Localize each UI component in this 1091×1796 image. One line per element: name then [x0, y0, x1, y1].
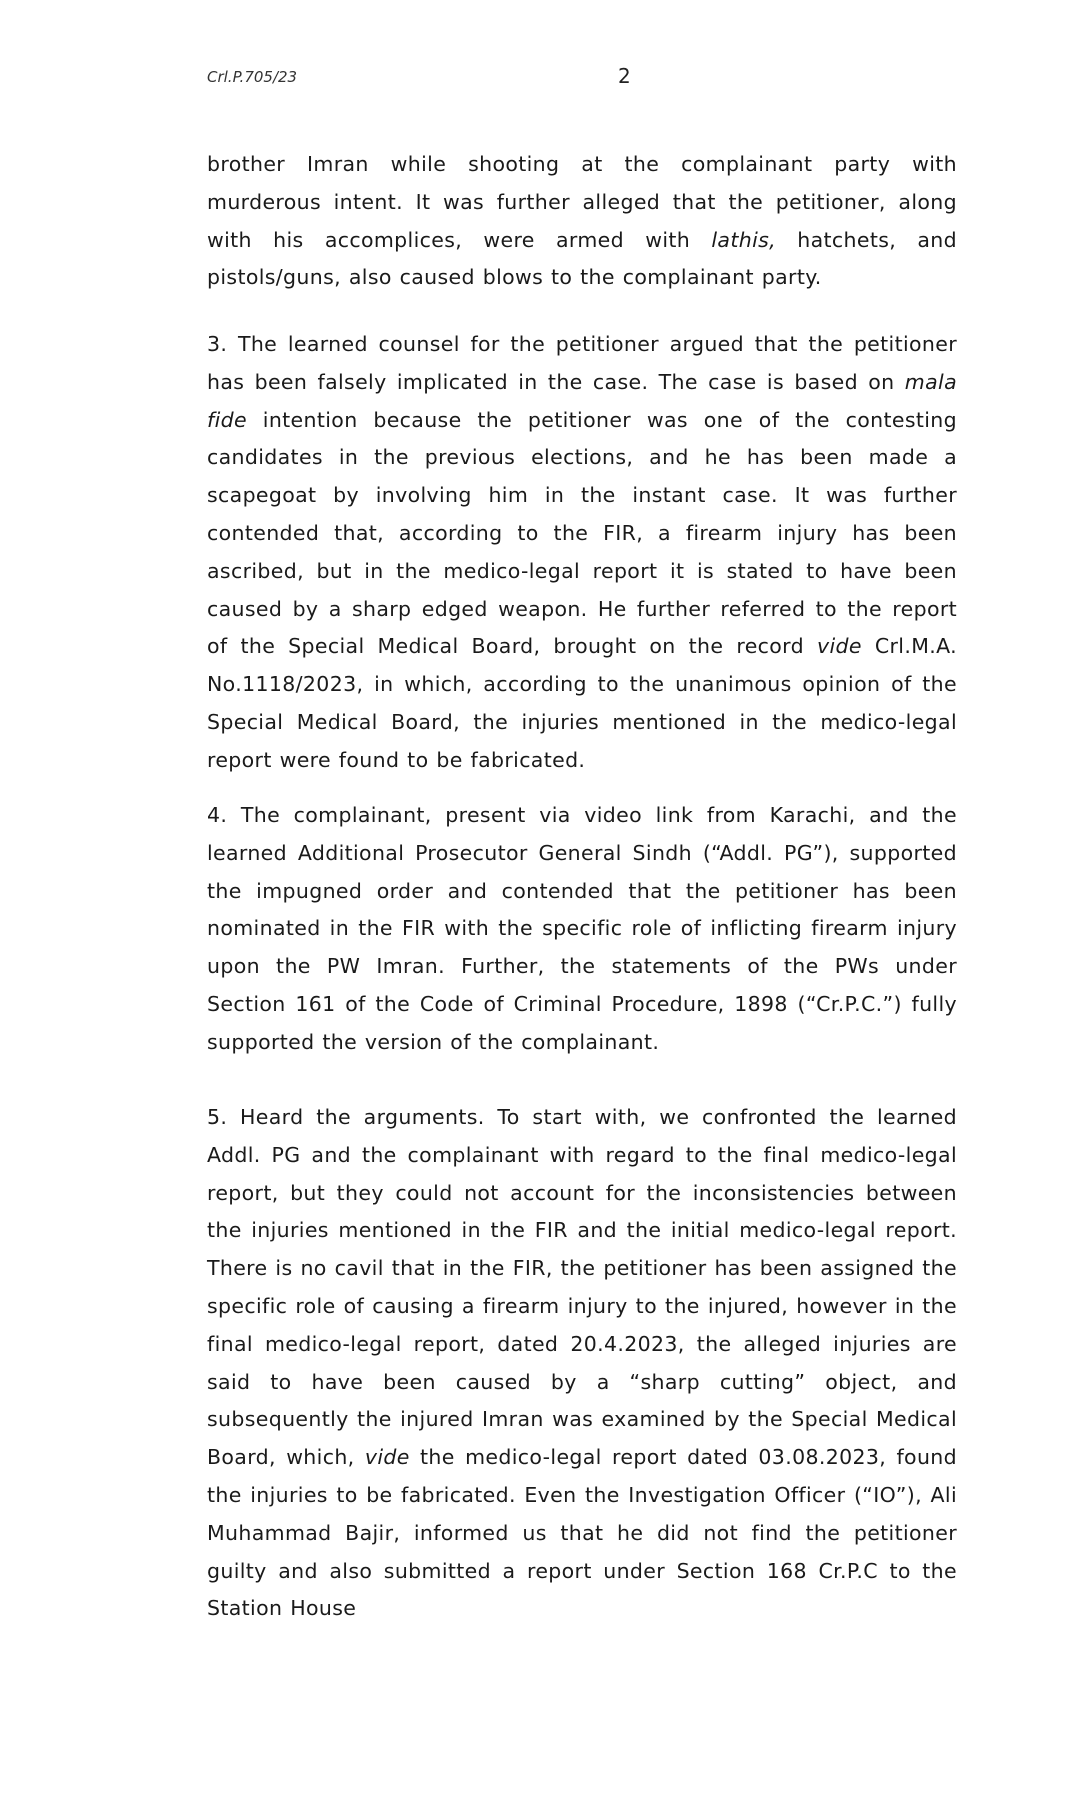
page-number: 2: [618, 64, 631, 88]
italic-term: lathis,: [711, 227, 777, 252]
text-run: 4. The complainant, present via video link from Karachi, and the learned Additional Prosecutor General Sindh (“Addl. PG”), supported the impugned order and contended that the petitioner has been nominated in the FIR with the specific role of inflicting firearm injury upon the PW Imran. Further, the statements of the PWs under Section 161 of the Code of Criminal Procedure, 1898 (“Cr.P.C.”) fully supported the version of the complainant.: [207, 803, 957, 1054]
paragraph-2-continued: [207, 146, 957, 297]
text-run: 3. The learned counsel for the petitioner argued that the petitioner has been falsely implicated in the case. The case is based on: [207, 332, 957, 394]
text-run: 5. Heard the arguments. To start with, we confronted the learned Addl. PG and the complainant with regard to the final medico-legal report, but they could not account for the inconsistencies between the injuries mentioned in the FIR and the initial medico-legal report. There is no cavil that in the FIR, the petitioner has been assigned the specific role of causing a firearm injury to the injured, however in the final medico-legal report, dated 20.4.2023, the alleged injuries are said to have been caused by a “sharp cutting” object, and subsequently the injured Imran was examined by the Special Medical Board, which,: [207, 1105, 957, 1470]
italic-term: vide: [364, 1445, 410, 1470]
paragraph-5-text: [207, 1099, 957, 1628]
paragraph-4: [207, 797, 957, 1062]
text-run: intention because the petitioner was one of the contesting candidates in the previous elections, and he has been made a scapegoat by involving him in the instant case. It was further contended that, according to the FIR, a firearm injury has been ascribed, but in the medico-legal report it is stated to have been caused by a sharp edged weapon. He further referred to the report of the Special Medical Board, brought on the record: [207, 407, 957, 659]
paragraph-continuation: [207, 146, 957, 297]
paragraph-3-text: [207, 326, 957, 780]
paragraph-5: [207, 1099, 957, 1628]
text-run: Crl.M.A. No.1118/2023, in which, according to the unanimous opinion of the Special Medical Board, the injuries mentioned in the medico-legal report were found to be fabricated.: [207, 634, 957, 772]
paragraph-3: [207, 326, 957, 780]
italic-term: mala fide: [207, 369, 957, 432]
case-number: Crl.P.705/23: [207, 68, 298, 86]
text-run: the medico-legal report dated 03.08.2023, found the injuries to be fabricated. Even the Investigation Officer (“IO”), Ali Muhammad Bajir, informed us that he did not find the petitioner guilty and also submitted a report under Section 168 Cr.P.C to the Station House: [207, 1445, 957, 1621]
text-run: hatchets, and pistols/guns, also caused blows to the complainant party.: [207, 227, 957, 290]
text-run: brother Imran while shooting at the complainant party with murderous intent. It was further alleged that the petitioner, along with his accomplices, were armed with: [207, 152, 957, 252]
italic-term: vide: [816, 634, 862, 659]
paragraph-4-text: [207, 797, 957, 1062]
